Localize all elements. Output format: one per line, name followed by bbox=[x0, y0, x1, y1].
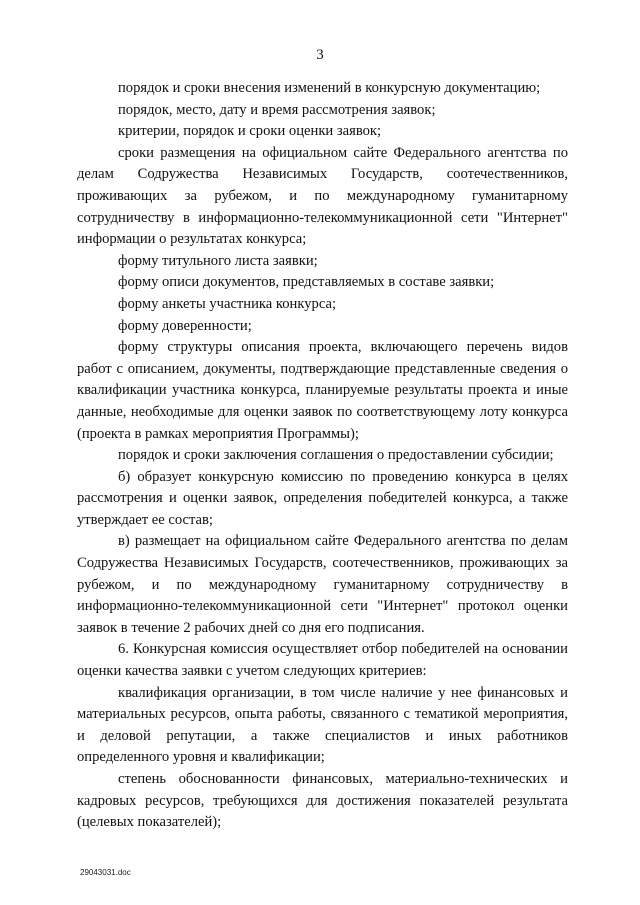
paragraph: форму структуры описания проекта, включающего перечень видов работ с описанием, документы, подтверждающие представленные сведения о квалификации участника конкурса, планируемые результаты проекта и иные данные, необходимые для оценки заявок по соответствующему лоту конкурса (проекта в рамках мероприятия Программы); bbox=[77, 339, 568, 442]
paragraph: порядок, место, дату и время рассмотрения заявок; bbox=[118, 101, 436, 118]
paragraph: форму анкеты участника конкурса; bbox=[118, 295, 337, 312]
paragraph: квалификация организации, в том числе наличие у нее финансовых и материальных ресурсов, опыта работы, связанного с тематикой мероприятия, и деловой репутации, а также специалистов и иных работников определенного уровня и квалификации; bbox=[77, 684, 568, 766]
paragraph: 6. Конкурсная комиссия осуществляет отбор победителей на основании оценки качества заявки с учетом следующих критериев: bbox=[77, 641, 568, 680]
paragraph: сроки размещения на официальном сайте Федерального агентства по делам Содружества Независимых Государств, соотечественников, проживающих за рубежом, и по международному гуманитарному сотрудничеству в информационно-телекоммуникационной сети "Интернет" информации о результатах конкурса; bbox=[77, 144, 568, 248]
paragraph: в) размещает на официальном сайте Федерального агентства по делам Содружества Независимых Государств, соотечественников, проживающих за рубежом, и по международному гуманитарному сотрудничеству в информационно-телекоммуникационной сети "Интернет" протокол оценки заявок в течение 2 рабочих дней со дня его подписания. bbox=[77, 533, 568, 636]
paragraph: форму описи документов, представляемых в составе заявки; bbox=[118, 274, 495, 291]
paragraph: критерии, порядок и сроки оценки заявок; bbox=[118, 123, 382, 140]
document-body bbox=[77, 78, 568, 834]
paragraph: форму доверенности; bbox=[118, 317, 252, 334]
paragraph: б) образует конкурсную комиссию по проведению конкурса в целях рассмотрения и оценки заявок, определения победителей конкурса, а также утверждает ее состав; bbox=[77, 468, 568, 528]
page-number: 3 bbox=[316, 47, 324, 63]
paragraph: степень обоснованности финансовых, материально-технических и кадровых ресурсов, требующихся для достижения показателей результата (целевых показателей); bbox=[77, 771, 568, 831]
footer-file-code: 29043031.doc bbox=[80, 868, 131, 877]
paragraph: форму титульного листа заявки; bbox=[118, 252, 318, 269]
paragraph: порядок и сроки внесения изменений в конкурсную документацию; bbox=[118, 80, 541, 96]
paragraph: порядок и сроки заключения соглашения о предоставлении субсидии; bbox=[118, 447, 554, 464]
